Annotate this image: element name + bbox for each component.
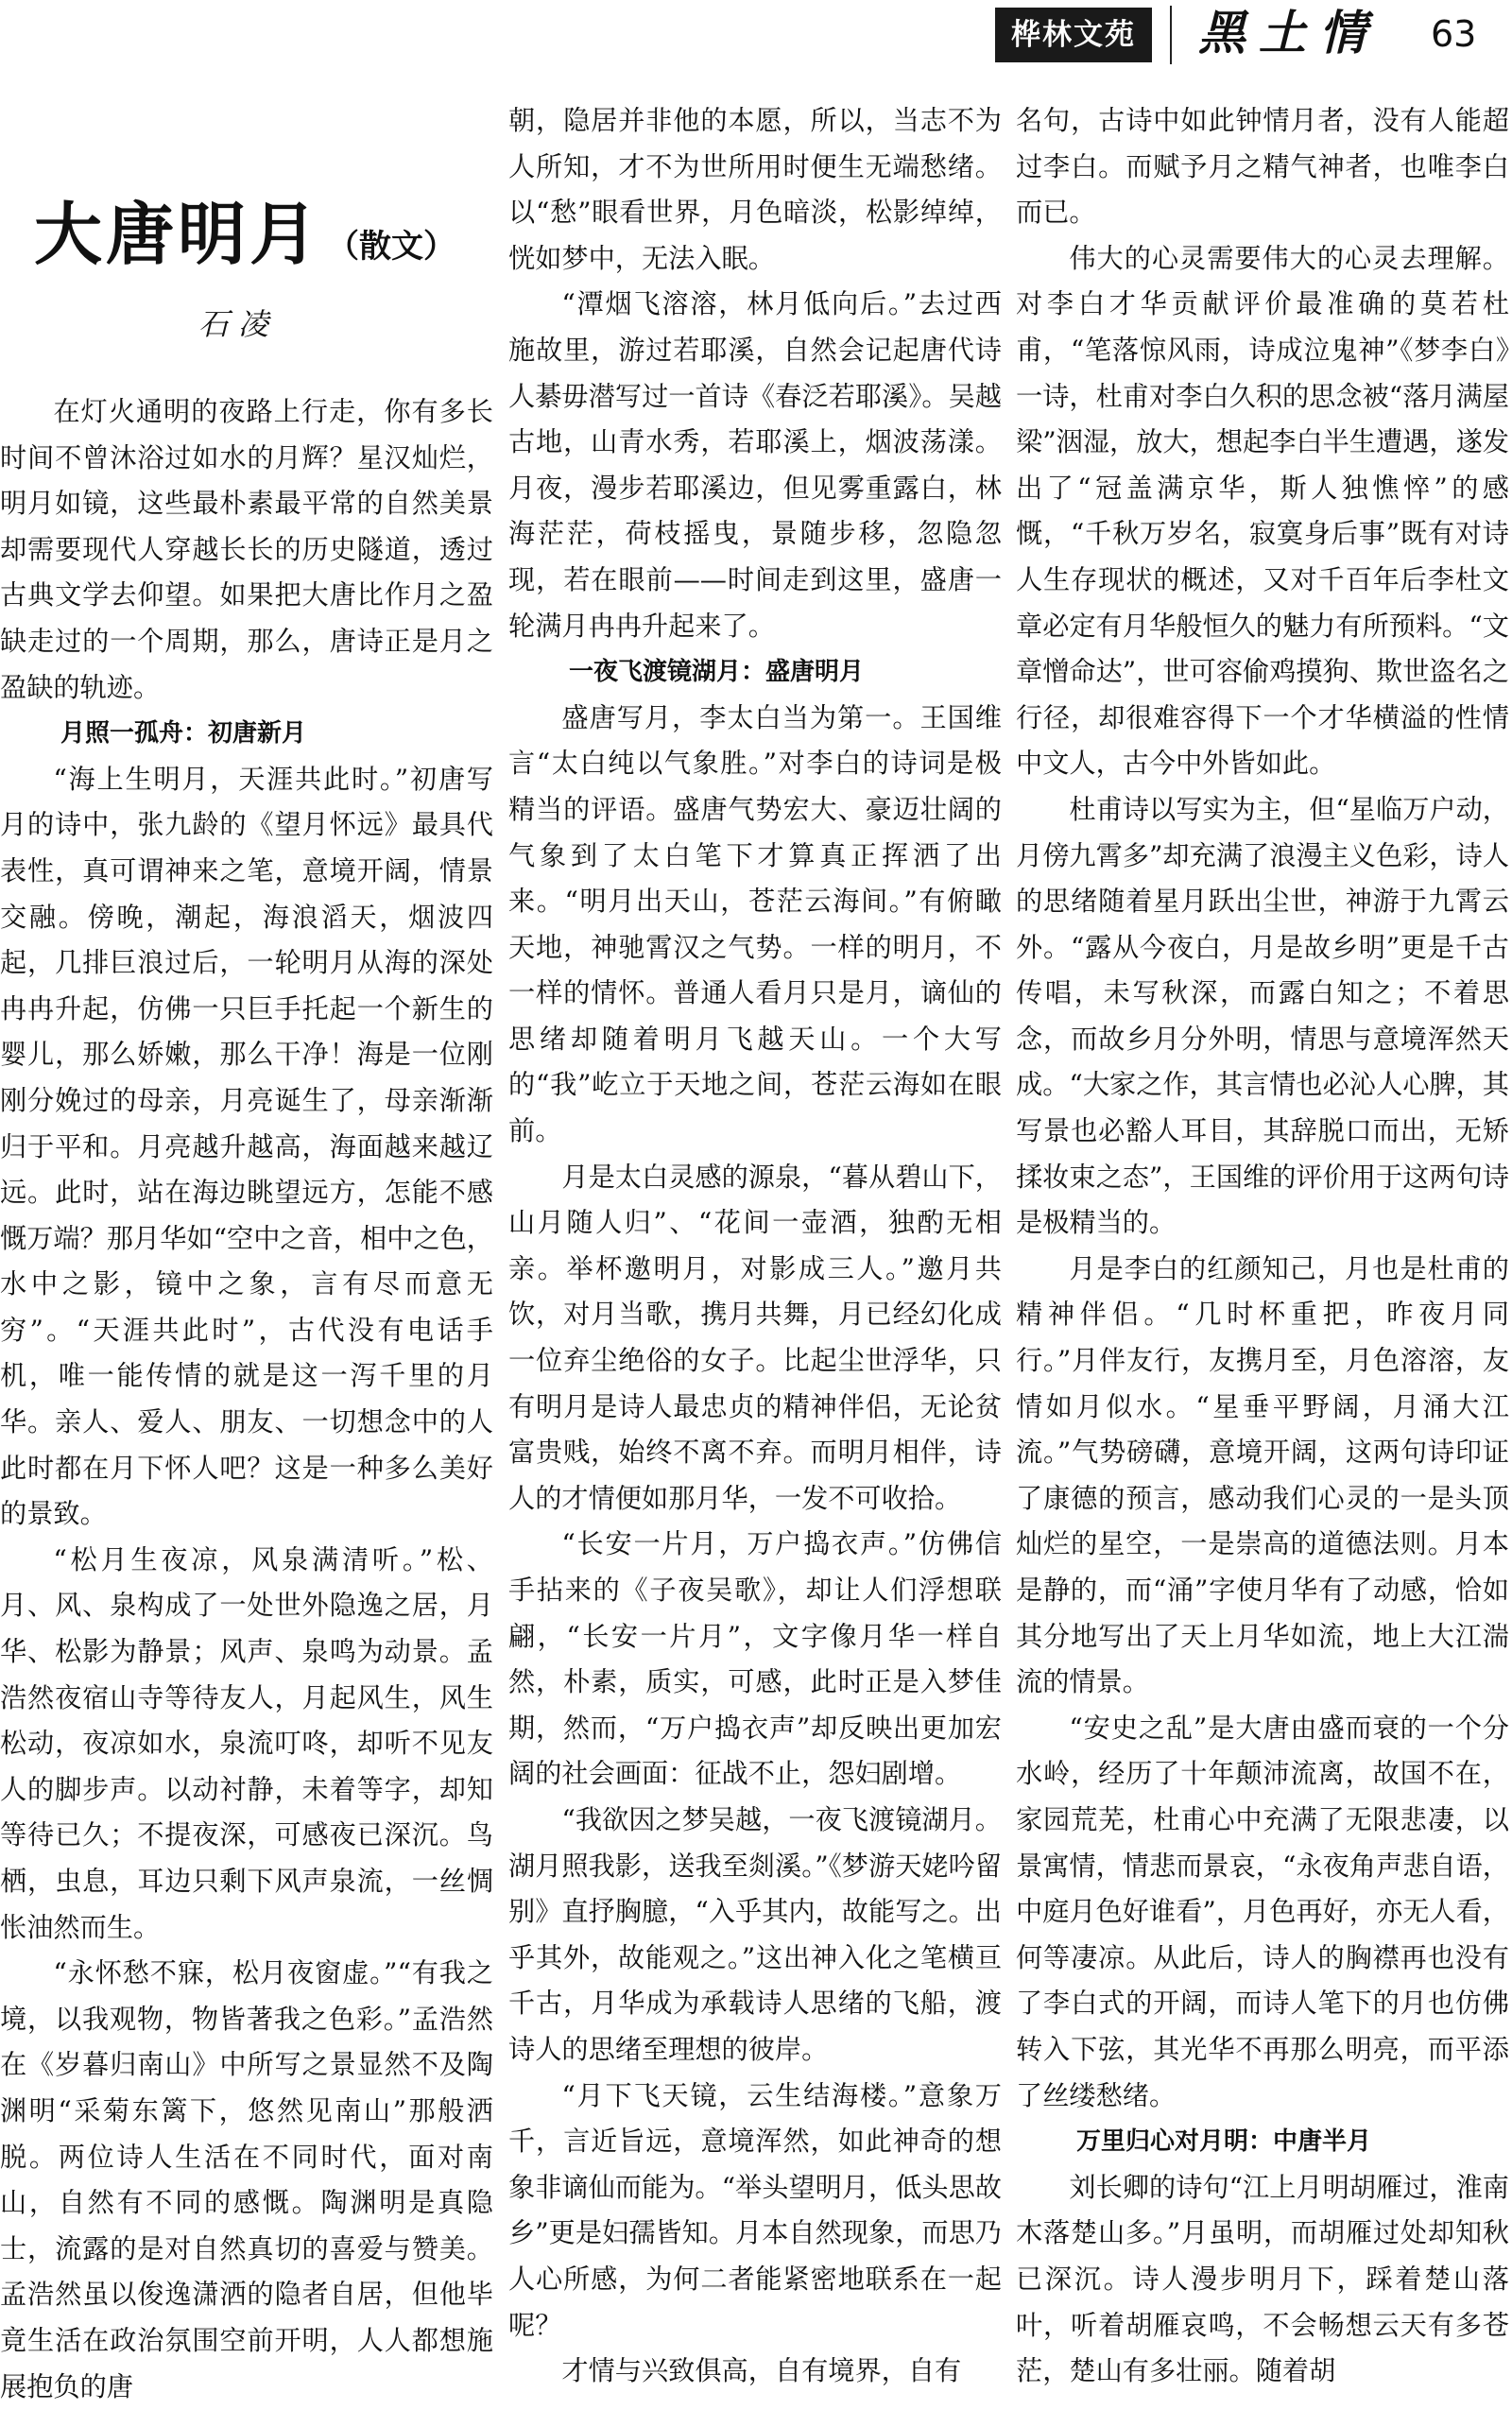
page-number: 63 [1431,13,1477,55]
section-label: 桦林文苑 [995,8,1152,62]
text-column-3 [1016,98,1509,2395]
paragraph: 名句，古诗中如此钟情月者，没有人能超过李白。而赋予月之精气神者，也唯李白而已。 [1016,105,1509,229]
paragraph: 在灯火通明的夜路上行走，你有多长时间不曾沐浴过如水的月辉？星汉灿烂，明月如镜，这些最朴素最平常的自然美景却需要现代人穿越长长的历史隧道，透过古典文学去仰望。如果把大唐比作月之盈缺走过的一个周期，那么，唐诗正是月之盈缺的轨迹。 [0,396,493,703]
paragraph: “安史之乱”是大唐由盛而衰的一个分水岭，经历了十年颠沛流离，故国不在，家园荒芜，杜甫心中充满了无限悲凄，以景寓情，情悲而景哀，“永夜角声悲自语，中庭月色好谁看”，月色再好，亦无人看，何等凄凉。从此后，诗人的胸襟再也没有了李白式的开阔，而诗人笔下的月也仿佛转入下弦，其光华不再那么明亮，而平添了丝缕愁绪。 [1016,1712,1509,2111]
paragraph: 月是太白灵感的源泉，“暮从碧山下，山月随人归”、“花间一壶酒，独酌无相亲。举杯邀明月，对影成三人。”邀月共饮，对月当歌，携月共舞，月已经幻化成一位弃尘绝俗的女子。比起尘世浮华，只有明月是诗人最忠贞的精神伴侣，无论贫富贵贱，始终不离不弃。而明月相伴，诗人的才情便如那月华，一发不可收拾。 [508,1161,1002,1514]
paragraph: 盛唐写月，李太白当为第一。王国维言“太白纯以气象胜。”对李白的诗词是极精当的评语。盛唐气势宏大、豪迈壮阔的气象到了太白笔下才算真正挥洒了出来。“明月出天山，苍茫云海间。”有俯瞰天地，神驰霄汉之气势。一样的明月，不一样的情怀。普通人看月只是月，谪仙的思绪却随着明月飞越天山。一个大写的“我”屹立于天地之间，苍茫云海如在眼前。 [508,701,1002,1147]
paragraph: “海上生明月，天涯共此时。”初唐写月的诗中，张九龄的《望月怀远》最具代表性，真可谓神来之笔，意境开阔，情景交融。傍晚，潮起，海浪滔天，烟波四起，几排巨浪过后，一轮明月从海的深处冉冉升起，仿佛一只巨手托起一个新生的婴儿，那么娇嫩，那么干净！海是一位刚刚分娩过的母亲，月亮诞生了，母亲渐渐归于平和。月亮越升越高，海面越来越辽远。此时，站在海边眺望远方，怎能不感慨万端？那月华如“空中之音，相中之色，水中之影，镜中之象，言有尽而意无穷”。“天涯共此时”，古代没有电话手机，唯一能传情的就是这一泻千里的月华。亲人、爱人、朋友、一切想念中的人此时都在月下怀人吧？这是一种多么美好的景致。 [0,763,493,1530]
paragraph: “长安一片月，万户捣衣声。”仿佛信手拈来的《子夜吴歌》，却让人们浮想联翩，“长安一片月”，文字像月华一样自然，朴素，质实，可感，此时正是入梦佳期，然而，“万户捣衣声”却反映出更加宏阔的社会画面：征战不止，怨妇剧增。 [508,1528,1002,1790]
paragraph: 月是李白的红颜知己，月也是杜甫的精神伴侣。“几时杯重把，昨夜月同行。”月伴友行，友携月至，月色溶溶，友情如月似水。“星垂平野阔，月涌大江流。”气势磅礴，意境开阔，这两句诗印证了康德的预言，感动我们心灵的一是头顶灿烂的星空，一是崇高的道德法则。月本是静的，而“涌”字使月华有了动感，恰如其分地写出了天上月华如流，地上大江湍流的情景。 [1016,1252,1509,1698]
paragraph: “潭烟飞溶溶，林月低向后。”去过西施故里，游过若耶溪，自然会记起唐代诗人綦毋潜写过一首诗《春泛若耶溪》。吴越古地，山青水秀，若耶溪上，烟波荡漾。月夜，漫步若耶溪边，但见雾重露白，林海茫茫，荷枝摇曳，景随步移，忽隐忽现，若在眼前——时间走到这里，盛唐一轮满月冉冉升起来了。 [508,288,1002,642]
article-genre: （散文） [327,228,456,266]
paragraph: 才情与兴致俱高，自有境界，自有 [561,2355,962,2387]
article-author: 石凌 [198,306,279,342]
page-header [0,0,1512,76]
paragraph: 朝，隐居并非他的本愿，所以，当志不为人所知，才不为世所用时便生无端愁绪。以“愁”眼看世界，月色暗淡，松影绰绰，恍如梦中，无法入眠。 [508,105,1002,274]
section-heading: 一夜飞渡镜湖月：盛唐明月 [569,658,865,687]
header-divider [1170,6,1172,64]
paragraph: “月下飞天镜，云生结海楼。”意象万千，言近旨远，意境浑然，如此神奇的想象非谪仙而能为。“举头望明月，低头思故乡”更是妇孺皆知。月本自然现象，而思乃人心所感，为何二者能紧密地联系在一起呢？ [508,2079,1002,2341]
paragraph: “松月生夜凉，风泉满清听。”松、月、风、泉构成了一处世外隐逸之居，月华、松影为静景；风声、泉鸣为动景。孟浩然夜宿山寺等待友人，月起风生，风生松动，夜凉如水，泉流叮咚，却听不见友人的脚步声。以动衬静，未着等字，却知等待已久；不提夜深，可感夜已深沉。鸟栖，虫息，耳边只剩下风声泉流，一丝惆怅油然而生。 [0,1543,493,1943]
article-title-block [34,180,507,284]
paragraph: 杜甫诗以写实为主，但“星临万户动，月傍九霄多”却充满了浪漫主义色彩，诗人的思绪随着星月跃出尘世，神游于九霄云外。“露从今夜白，月是故乡明”更是千古传唱，未写秋深，而露白知之；不着思念，而故乡月分外明，情思与意境浑然天成。“大家之作，其言情也必沁人心脾，其写景也必豁人耳目，其辞脱口而出，无矫揉妆束之态”，王国维的评价用于这两句诗是极精当的。 [1016,793,1509,1239]
text-column-1 [0,389,493,2410]
text-column-2 [508,98,1002,2395]
paragraph: 刘长卿的诗句“江上月明胡雁过，淮南木落楚山多。”月虽明，而胡雁过处却知秋已深沉。诗人漫步明月下，踩着楚山落叶，听着胡雁哀鸣，不会畅想云天有多苍茫，楚山有多壮丽。随着胡 [1016,2171,1509,2387]
section-heading: 月照一孤舟：初唐新月 [60,719,307,749]
paragraph: “我欲因之梦吴越，一夜飞渡镜湖月。湖月照我影，送我至剡溪。”《梦游天姥吟留别》直抒胸臆，“入乎其内，故能写之。出乎其外，故能观之。”这出神入化之笔横亘千古，月华成为承载诗人思绪的飞船，渡诗人的思绪至理想的彼岸。 [508,1803,1002,2065]
magazine-logo: 黑土情 [1198,5,1380,60]
section-heading: 万里归心对月明：中唐半月 [1076,2127,1372,2157]
paragraph: 伟大的心灵需要伟大的心灵去理解。对李白才华贡献评价最准确的莫若杜甫，“笔落惊风雨，诗成泣鬼神”《梦李白》一诗，杜甫对李白久积的思念被“落月满屋梁”洇湿，放大，想起李白半生遭遇，遂发出了“冠盖满京华，斯人独憔悴”的感慨，“千秋万岁名，寂寞身后事”既有对诗人生存现状的概述，又对千百年后李杜文章必定有月华般恒久的魅力有所预料。“文章憎命达”，世可容偷鸡摸狗、欺世盗名之行径，却很难容得下一个才华横溢的性情中文人，古今中外皆如此。 [1016,242,1509,780]
article-title: 大唐明月 [34,194,322,274]
paragraph: “永怀愁不寐，松月夜窗虚。”“有我之境，以我观物，物皆著我之色彩。”孟浩然在《岁暮归南山》中所写之景显然不及陶渊明“采菊东篱下，悠然见南山”那般洒脱。两位诗人生活在不同时代，面对南山，自然有不同的感慨。陶渊明是真隐士，流露的是对自然真切的喜爱与赞美。孟浩然虽以俊逸潇洒的隐者自居，但他毕竟生活在政治氛围空前开明，人人都想施展抱负的唐 [0,1957,493,2402]
